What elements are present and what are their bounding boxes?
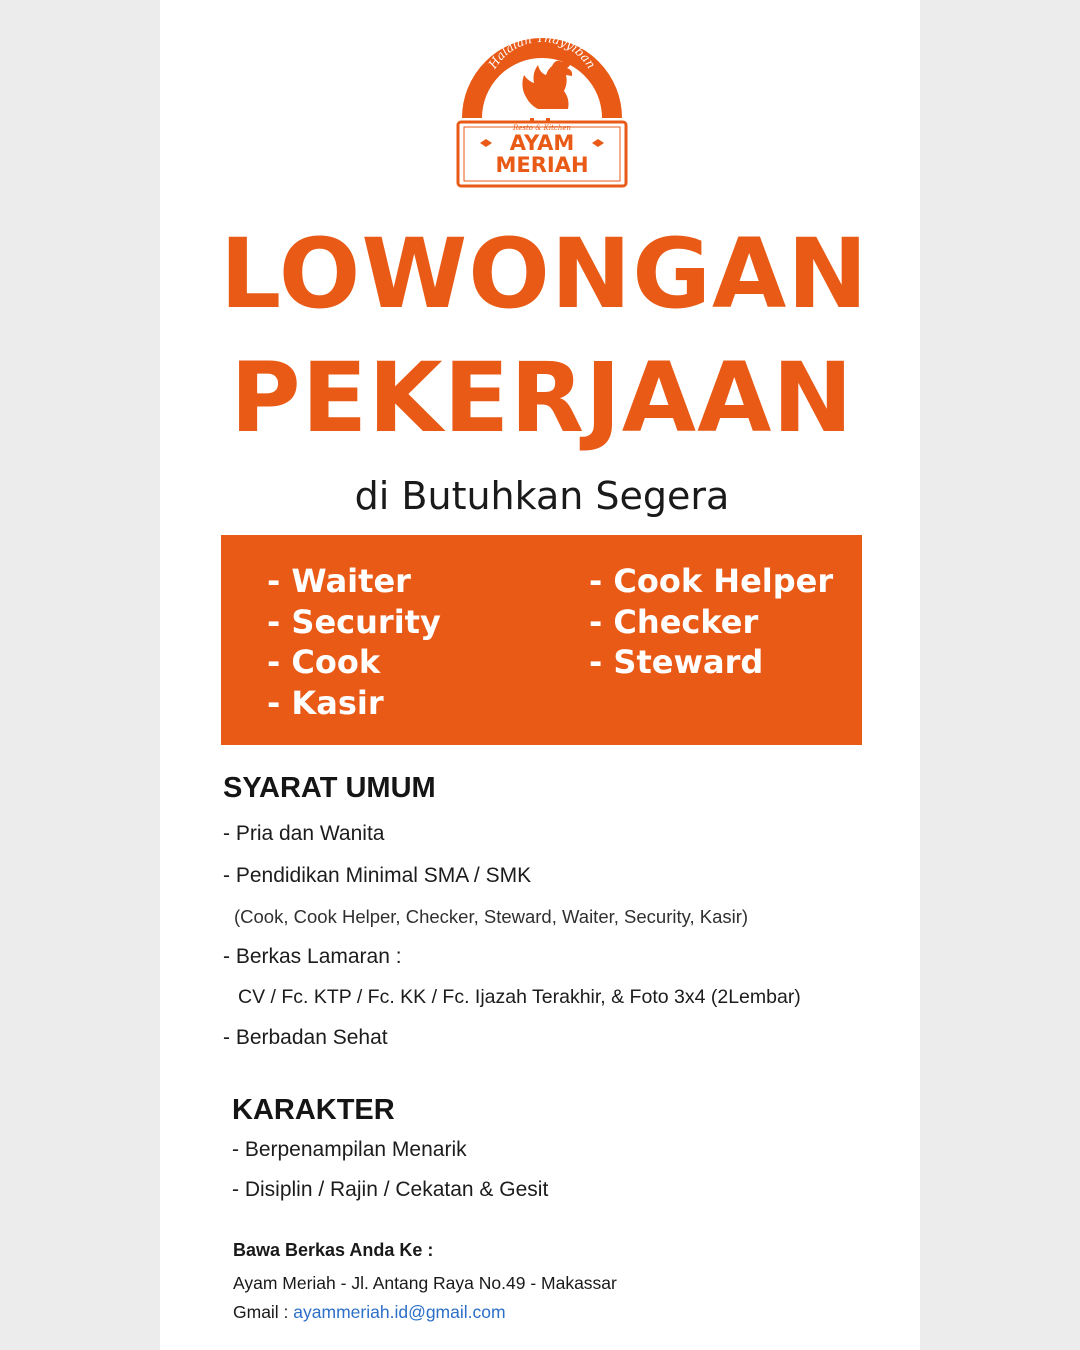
requirement-note: CV / Fc. KTP / Fc. KK / Fc. Ijazah Terakhir, & Foto 3x4 (2Lembar) xyxy=(238,986,801,1008)
headline-line2: PEKERJAAN xyxy=(230,342,854,454)
job-item: - Kasir xyxy=(267,683,384,722)
character-item: - Disiplin / Rajin / Cekatan & Gesit xyxy=(232,1178,549,1201)
job-item: - Cook xyxy=(267,643,381,681)
footer-title: Bawa Berkas Anda Ke : xyxy=(233,1240,434,1260)
email-link[interactable]: ayammeriah.id@gmail.com xyxy=(293,1302,506,1322)
headline-line1: LOWONGAN xyxy=(220,218,869,330)
logo-arc-text: Halalan Thayyiban xyxy=(485,30,599,72)
syarat-umum-title: SYARAT UMUM xyxy=(223,772,436,804)
requirement-item: - Berkas Lamaran : xyxy=(223,945,402,968)
job-item: - Cook Helper xyxy=(589,562,834,600)
logo-name-line1: AYAM xyxy=(509,131,575,155)
footer-address: Ayam Meriah - Jl. Antang Raya No.49 - Makassar xyxy=(233,1273,617,1293)
requirement-item: - Pria dan Wanita xyxy=(223,822,385,845)
character-item: - Berpenampilan Menarik xyxy=(232,1138,467,1161)
logo-name-line2: MERIAH xyxy=(495,153,589,177)
logo-tagline: Resto & Kitchen xyxy=(512,124,572,132)
job-item: - Security xyxy=(267,602,441,641)
requirement-item: - Pendidikan Minimal SMA / SMK xyxy=(223,864,532,887)
job-item: - Steward xyxy=(589,643,764,681)
job-list-right xyxy=(589,561,833,683)
requirement-note: (Cook, Cook Helper, Checker, Steward, Waiter, Security, Kasir) xyxy=(234,906,749,927)
gmail-label: Gmail : xyxy=(233,1302,294,1322)
job-list-left xyxy=(267,561,441,723)
ayam-meriah-logo xyxy=(454,26,630,198)
job-item: - Checker xyxy=(589,602,759,641)
footer-contact xyxy=(233,1302,506,1323)
subtitle: di Butuhkan Segera xyxy=(354,474,730,518)
job-item: - Waiter xyxy=(267,562,411,600)
job-positions-box xyxy=(221,535,862,745)
requirement-item: - Berbadan Sehat xyxy=(223,1026,388,1049)
karakter-title: KARAKTER xyxy=(232,1094,395,1126)
